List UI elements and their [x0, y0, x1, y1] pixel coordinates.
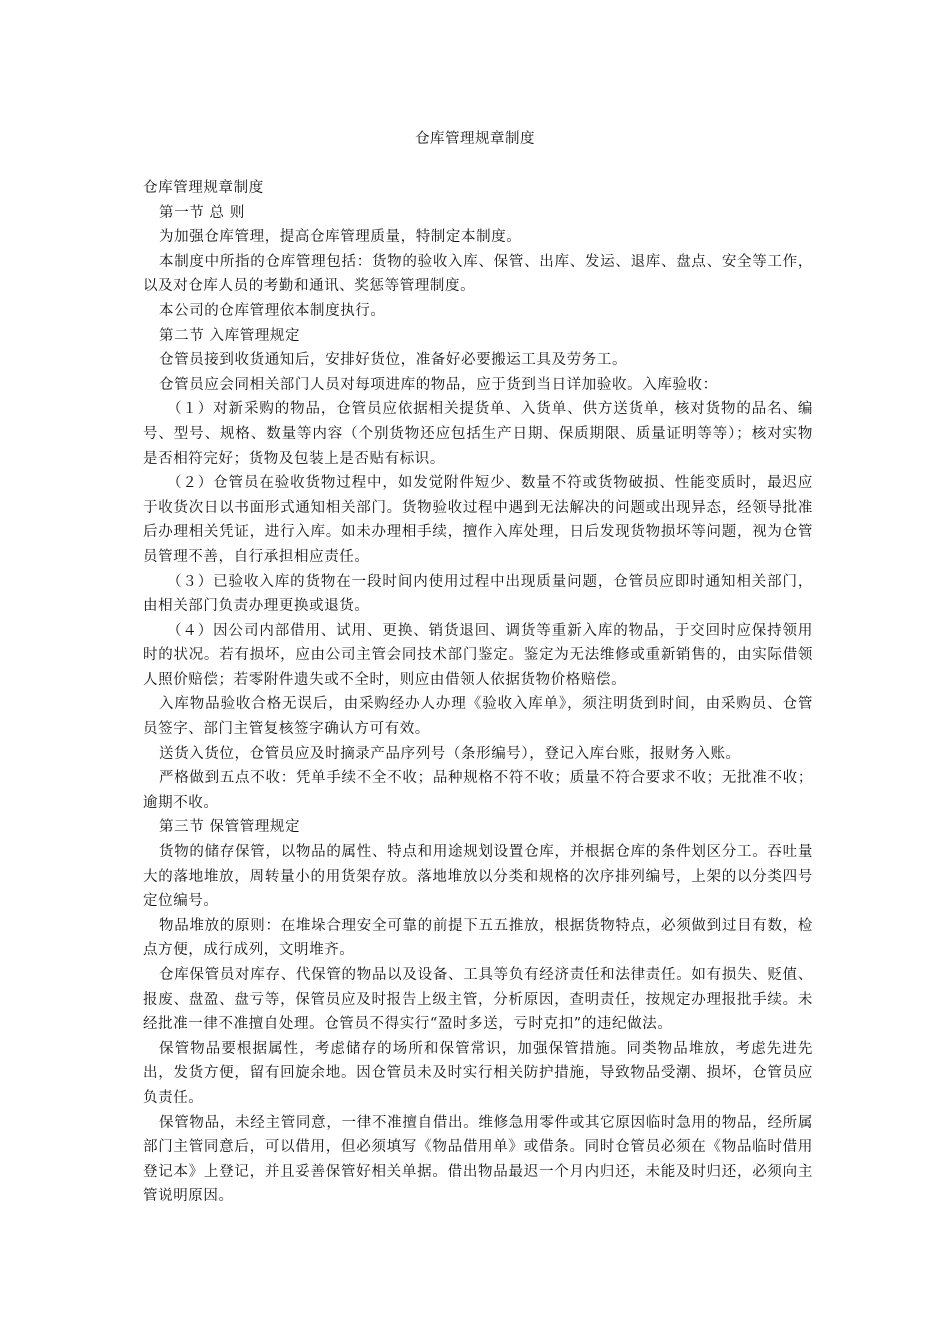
document-title: 仓库管理规章制度	[415, 131, 535, 147]
paragraph-list	[143, 201, 813, 1209]
paragraph: 仓管员应会同相关部门人员对每项进库的物品，应于货到当日详加验收。入库验收：	[159, 376, 718, 393]
paragraph: 为加强仓库管理，提高仓库管理质量，特制定本制度。	[159, 229, 522, 246]
section-heading: 第一节 总 则	[159, 204, 245, 221]
paragraph: （２）仓管员在验收货物过程中，如发觉附件短少、数量不符或货物破损、性能变质时，最迟应于收货次日以书面形式通知相关部门。货物验收过程中遇到无法解决的问题或出现异态，经领导批准后办理相关凭证，进行入库。如未办理相手续，擅作入库处理，日后发现货物损坏等问题，视为仓管员管理不善，自行承担相应责任。	[143, 475, 813, 565]
paragraph: 保管物品要根据属性，考虑储存的场所和保管常识，加强保管措施。同类物品堆放，考虑先进先出，发货方便，留有回旋余地。因仓管员未及时实行相关防护措施，导致物品受潮、损坏，仓管员应负责任。	[143, 1040, 813, 1106]
section-heading: 第二节 入库管理规定	[159, 327, 301, 344]
paragraph: 严格做到五点不收：凭单手续不全不收；品种规格不符不收；质量不符合要求不收；无批准不收；逾期不收。	[143, 770, 813, 811]
paragraph: 入库物品验收合格无误后，由采购经办人办理《验收入库单》，须注明货到时间，由采购员、仓管员签字、部门主管复核签字确认方可有效。	[143, 696, 813, 738]
paragraph: 仓库保管员对库存、代保管的物品以及设备、工具等负有经济责任和法律责任。如有损失、贬值、报废、盘盈、盘亏等，保管员应及时报告上级主管，分析原因，查明责任，按规定办理报批手续。未经批准一律不准擅自处理。仓管员不得实行“盈时多送，亏时克扣”的违纪做法。	[143, 967, 813, 1033]
document-subtitle: 仓库管理规章制度	[143, 180, 264, 196]
paragraph: 本制度中所指的仓库管理包括：货物的验收入库、保管、出库、发运、退库、盘点、安全等工作，以及对仓库人员的考勤和通讯、奖惩等管理制度。	[143, 253, 813, 295]
paragraph: （１）对新采购的物品，仓管员应依据相关提货单、入货单、供方送货单，核对货物的品名、编号、型号、规格、数量等内容（个别货物还应包括生产日期、保质期限、质量证明等等）；核对实物是否相符完好；货物及包装上是否贴有标识。	[143, 401, 813, 467]
document-body	[143, 176, 813, 1209]
paragraph: 送货入货位，仓管员应及时摘录产品序列号（条形编号），登记入库台账，报财务入账。	[159, 745, 741, 762]
paragraph: 货物的储存保管，以物品的属性、特点和用途规划设置仓库，并根据仓库的条件划区分工。吞吐量大的落地堆放，周转量小的用货架存放。落地堆放以分类和规格的次序排列编号，上架的以分类四号定位编号。	[143, 844, 813, 910]
paragraph: （３）已验收入库的货物在一段时间内使用过程中出现质量问题，仓管员应即时通知相关部门，由相关部门负责办理更换或退货。	[143, 573, 813, 615]
paragraph: 保管物品，未经主管同意，一律不准擅自借出。维修急用零件或其它原因临时急用的物品，经所属部门主管同意后，可以借用，但必须填写《物品借用单》或借条。同时仓管员必须在《物品临时借用登记本》上登记，并且妥善保管好相关单据。借出物品最迟一个月内归还，未能及时归还，必须向主管说明原因。	[143, 1114, 813, 1205]
paragraph: 物品堆放的原则：在堆垛合理安全可靠的前提下五五推放，根据货物特点，必须做到过目有数，检点方便，成行成列，文明堆齐。	[143, 917, 813, 959]
section-heading: 第三节 保管管理规定	[159, 819, 301, 836]
paragraph: 本公司的仓库管理依本制度执行。	[159, 302, 386, 319]
paragraph: （４）因公司内部借用、试用、更换、销货退回、调货等重新入库的物品，于交回时应保持领用时的状况。若有损坏，应由公司主管会同技术部门鉴定。鉴定为无法维修或重新销售的，由实际借领人照价赔偿；若零附件遗失或不全时，则应由借领人依据货物价格赔偿。	[143, 622, 813, 688]
paragraph: 仓管员接到收货通知后，安排好货位，准备好必要搬运工具及劳务工。	[159, 352, 628, 369]
